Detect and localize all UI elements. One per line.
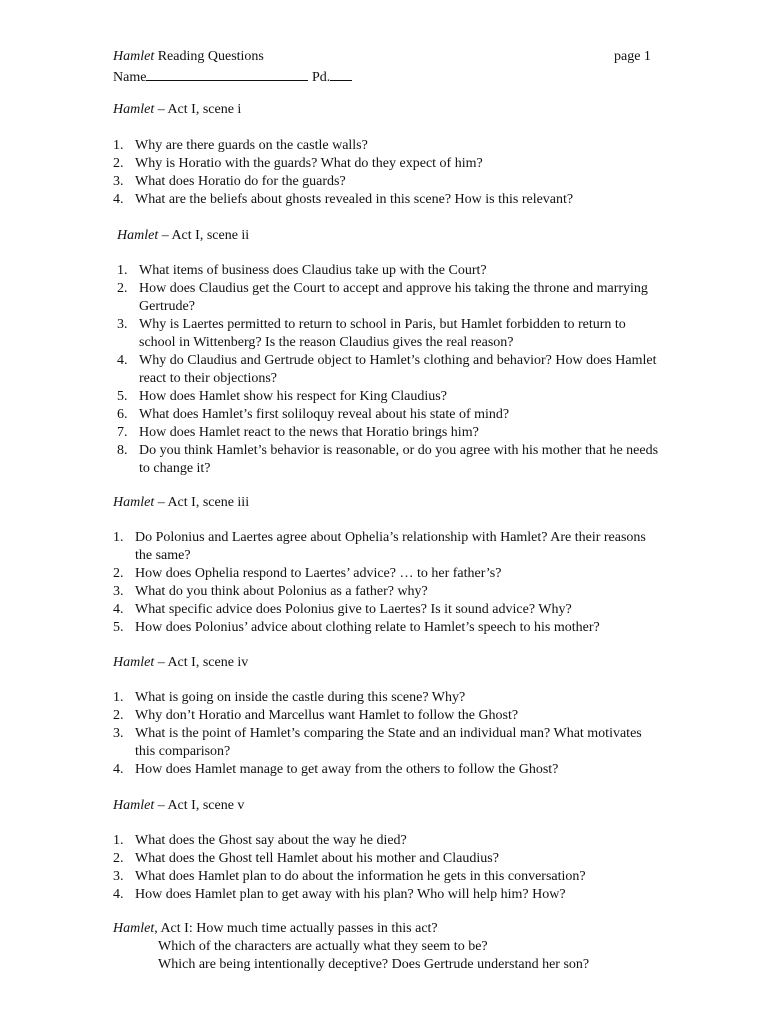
act-summary-questions (113, 920, 589, 974)
page-title (113, 48, 264, 66)
question-item: 4. Why do Claudius and Gertrude object to Hamlet’s clothing and behavior? How does Hamlet react to their objections? (117, 353, 657, 386)
question-item: 5. How does Polonius’ advice about clothing relate to Hamlet’s speech to his mother? (113, 620, 600, 635)
section-heading-scene-v: Hamlet – Act I, scene v (113, 798, 245, 813)
question-item: 4. How does Hamlet manage to get away from the others to follow the Ghost? (113, 762, 559, 777)
question-item: 4. What are the beliefs about ghosts revealed in this scene? How is this relevant? (113, 192, 574, 207)
section-heading-scene-iii: Hamlet – Act I, scene iii (113, 495, 250, 510)
question-item: 1. Why are there guards on the castle walls? (113, 138, 368, 153)
title-italic: Hamlet (113, 49, 155, 64)
question-item: 2. Why is Horatio with the guards? What do they expect of him? (113, 156, 483, 171)
question-item: 4. What specific advice does Polonius give to Laertes? Is it sound advice? Why? (113, 602, 572, 617)
act-summary-line-1: Hamlet, Act I: How much time actually passes in this act? (113, 921, 438, 936)
question-item: 1. What does the Ghost say about the way he died? (113, 833, 407, 848)
question-item: 2. What does the Ghost tell Hamlet about his mother and Claudius? (113, 851, 499, 866)
question-item: 2. Why don’t Horatio and Marcellus want Hamlet to follow the Ghost? (113, 708, 519, 723)
question-item: 1. What items of business does Claudius take up with the Court? (117, 263, 487, 278)
question-item: 3. What do you think about Polonius as a father? why? (113, 584, 428, 599)
act-summary-line-3: Which are being intentionally deceptive? Does Gertrude understand her son? (158, 957, 590, 972)
section-heading-scene-ii: Hamlet – Act I, scene ii (117, 228, 250, 243)
section-heading-scene-iv: Hamlet – Act I, scene iv (113, 655, 249, 670)
question-item: 8. Do you think Hamlet’s behavior is reasonable, or do you agree with his mother that he needs to change it? (117, 443, 659, 476)
section-heading-scene-i: Hamlet – Act I, scene i (113, 102, 242, 117)
question-list-scene-iv (113, 689, 655, 779)
question-item: 3. What does Horatio do for the guards? (113, 174, 346, 189)
question-item: 1. What is going on inside the castle during this scene? Why? (113, 690, 466, 705)
title-rest: Reading Questions (154, 49, 264, 64)
name-line (113, 66, 352, 87)
question-item: 3. What is the point of Hamlet’s comparing the State and an individual man? What motivates this comparison? (113, 726, 642, 759)
name-blank (146, 66, 308, 81)
act-summary-line-2: Which of the characters are actually what they seem to be? (158, 939, 488, 954)
page-number: page 1 (614, 49, 651, 64)
question-item: 5. How does Hamlet show his respect for King Claudius? (117, 389, 447, 404)
name-label: Name (113, 70, 147, 85)
question-item: 3. What does Hamlet plan to do about the information he gets in this conversation? (113, 869, 586, 884)
question-list-scene-i (113, 137, 655, 209)
question-item: 2. How does Claudius get the Court to accept and approve his taking the throne and marrying Gertrude? (117, 281, 648, 314)
question-item: 1. Do Polonius and Laertes agree about Ophelia’s relationship with Hamlet? Are their reasons the same? (113, 530, 646, 563)
question-item: 2. How does Ophelia respond to Laertes’ advice? … to her father’s? (113, 566, 502, 581)
question-item: 3. Why is Laertes permitted to return to school in Paris, but Hamlet forbidden to return to school in Wittenberg? Is the reason Claudius gives the real reason? (117, 317, 626, 350)
question-item: 6. What does Hamlet’s first soliloquy reveal about his state of mind? (117, 407, 510, 422)
question-item: 4. How does Hamlet plan to get away with his plan? Who will help him? How? (113, 887, 566, 902)
question-list-scene-v (113, 832, 655, 904)
period-blank (330, 66, 352, 81)
question-item: 7. How does Hamlet react to the news that Horatio brings him? (117, 425, 479, 440)
question-list-scene-iii (113, 529, 655, 637)
period-label: Pd. (308, 70, 331, 85)
question-list-scene-ii (117, 262, 659, 478)
